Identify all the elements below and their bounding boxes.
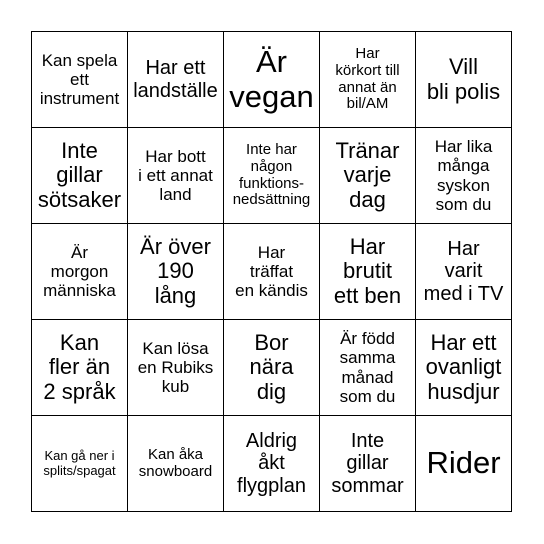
bingo-cell[interactable]: Är morgon människa	[32, 224, 128, 320]
bingo-cell[interactable]: Kan spela ett instrument	[32, 32, 128, 128]
bingo-cell[interactable]: Bor nära dig	[224, 320, 320, 416]
bingo-cell[interactable]: Tränar varje dag	[320, 128, 416, 224]
bingo-cell[interactable]: Inte gillar sommar	[320, 416, 416, 512]
bingo-cell[interactable]: Kan fler än 2 språk	[32, 320, 128, 416]
bingo-cell[interactable]: Kan gå ner i splits/spagat	[32, 416, 128, 512]
bingo-cell[interactable]: Inte gillar sötsaker	[32, 128, 128, 224]
bingo-cell[interactable]: Har varit med i TV	[416, 224, 512, 320]
bingo-cell[interactable]: Kan lösa en Rubiks kub	[128, 320, 224, 416]
bingo-cell[interactable]: Är född samma månad som du	[320, 320, 416, 416]
bingo-cell[interactable]: Vill bli polis	[416, 32, 512, 128]
bingo-cell[interactable]: Kan åka snowboard	[128, 416, 224, 512]
bingo-cell[interactable]: Inte har någon funktions- nedsättning	[224, 128, 320, 224]
bingo-cell[interactable]: Har brutit ett ben	[320, 224, 416, 320]
bingo-cell[interactable]: Har körkort till annat än bil/AM	[320, 32, 416, 128]
bingo-cell[interactable]: Är vegan	[224, 32, 320, 128]
bingo-cell[interactable]: Har bott i ett annat land	[128, 128, 224, 224]
bingo-cell[interactable]: Har ett ovanligt husdjur	[416, 320, 512, 416]
bingo-board	[31, 31, 512, 512]
bingo-cell[interactable]: Är över 190 lång	[128, 224, 224, 320]
bingo-cell[interactable]: Aldrig åkt flygplan	[224, 416, 320, 512]
bingo-cell[interactable]: Har lika många syskon som du	[416, 128, 512, 224]
bingo-cell[interactable]: Har träffat en kändis	[224, 224, 320, 320]
bingo-cell[interactable]: Rider	[416, 416, 512, 512]
bingo-cell[interactable]: Har ett landställe	[128, 32, 224, 128]
